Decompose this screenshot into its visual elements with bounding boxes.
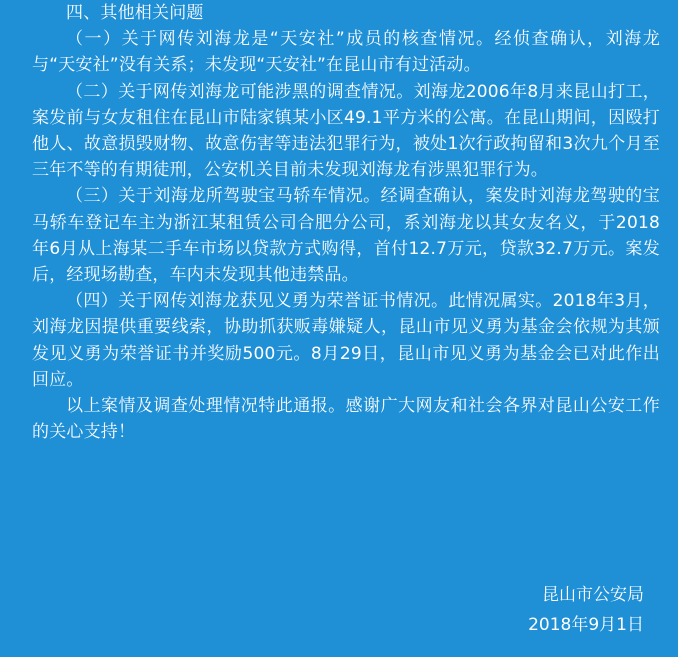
paragraph-1: （一）关于网传刘海龙是“天安社”成员的核查情况。经侦查确认，刘海龙与“天安社”没有关系；未发现“天安社”在昆山市有过活动。 — [32, 29, 660, 76]
section-heading: 四、其他相关问题 — [66, 3, 204, 23]
paragraph-3: （三）关于刘海龙所驾驶宝马轿车情况。经调查确认，案发时刘海龙驾驶的宝马轿车登记车主为浙江某租赁公司合肥分公司，系刘海龙以其女友名义，于2018年6月从上海某二手车市场以贷款方式购得，首付12.7万元，贷款32.7万元。案发后，经现场勘查，车内未发现其他违禁品。 — [32, 186, 660, 286]
paragraph-2: （二）关于网传刘海龙可能涉黑的调查情况。刘海龙2006年8月来昆山打工，案发前与女友租住在昆山市陆家镇某小区49.1平方米的公寓。在昆山期间，因殴打他人、故意损毁财物、故意伤害等违法犯罪行为，被处1次行政拘留和3次九个月至三年不等的有期徒刑，公安机关目前未发现刘海龙有涉黑犯罪行为。 — [32, 81, 660, 181]
notice-body — [32, 0, 660, 445]
issue-date: 2018年9月1日 — [528, 615, 644, 635]
signature-block — [528, 580, 644, 640]
paragraph-4: （四）关于网传刘海龙获见义勇为荣誉证书情况。此情况属实。2018年3月，刘海龙因提供重要线索，协助抓获贩毒嫌疑人，昆山市见义勇为基金会依规为其颁发见义勇为荣誉证书并奖励500元。8月29日，昆山市见义勇为基金会已对此作出回应。 — [32, 291, 660, 390]
issuer-name: 昆山市公安局 — [542, 585, 644, 605]
paragraph-5: 以上案情及调查处理情况特此通报。感谢广大网友和社会各界对昆山公安工作的关心支持！ — [32, 396, 660, 443]
